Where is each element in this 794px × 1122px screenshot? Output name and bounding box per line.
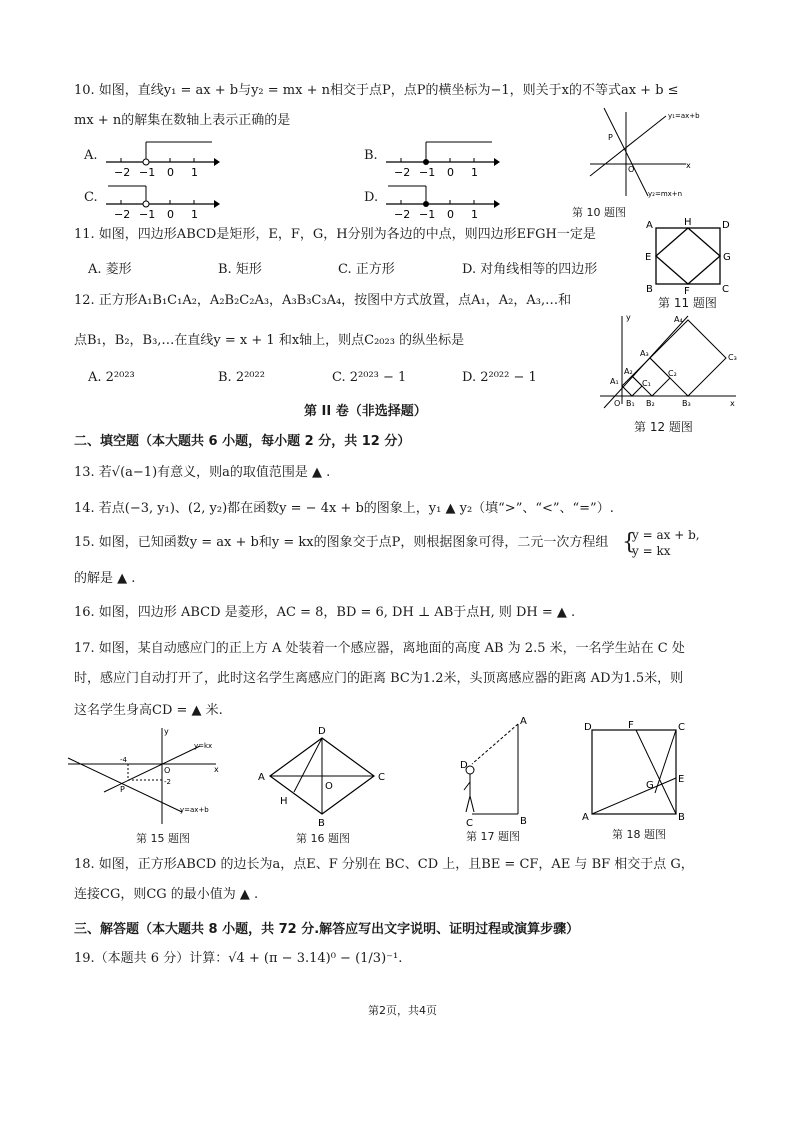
tick-label: 0 bbox=[167, 166, 174, 178]
figure-17-caption: 第 17 题图 bbox=[466, 830, 520, 843]
q11-option-b: B. 矩形 bbox=[218, 262, 262, 277]
part-2-title: 第 II 卷（非选择题） bbox=[304, 404, 427, 419]
tick-label: 1 bbox=[471, 166, 478, 178]
fig15-point-p: P bbox=[120, 785, 125, 794]
fig17-label-b: B bbox=[520, 816, 527, 827]
tick-label: 0 bbox=[447, 166, 454, 178]
tick-label: 1 bbox=[471, 208, 478, 220]
q16-text: 16. 如图，四边形 ABCD 是菱形，AC = 8，BD = 6, DH ⊥ AB于点H, 则 DH = ▲ . bbox=[74, 605, 576, 620]
fig11-label-g: G bbox=[723, 252, 731, 263]
figure-15 bbox=[64, 724, 224, 828]
q18-line1: 18. 如图，正方形ABCD 的边长为a，点E、F 分别在 BC、CD 上，且BE = CF，AE 与 BF 相交于点 G， bbox=[74, 857, 694, 872]
fig10-point-p: P bbox=[608, 133, 613, 142]
tick-label: −1 bbox=[139, 166, 156, 178]
q10-line2: mx + n的解集在数轴上表示正确的是 bbox=[74, 113, 291, 128]
q15-system-eq1: y = ax + b, bbox=[632, 528, 700, 542]
q10-option-b-label: B. bbox=[364, 148, 378, 163]
q17-line1: 17. 如图，某自动感应门的正上方 A 处装着一个感应器，离地面的高度 AB 为 2.5 米，一名学生站在 C 处 bbox=[74, 641, 685, 656]
number-line-b bbox=[384, 138, 500, 178]
fig12-a1: A₁ bbox=[610, 377, 619, 386]
fig11-label-h: H bbox=[684, 217, 692, 228]
fig17-label-d: D bbox=[460, 760, 468, 771]
tick-label: −2 bbox=[114, 166, 131, 178]
fig18-label-b: B bbox=[678, 812, 685, 822]
fig10-x-axis-label: x bbox=[686, 161, 691, 170]
figure-16-caption: 第 16 题图 bbox=[296, 832, 350, 845]
fig16-label-d: D bbox=[318, 726, 326, 737]
q11-text: 11. 如图，四边形ABCD是矩形，E，F，G，H分别为各边的中点，则四边形EFGH一定是 bbox=[74, 227, 596, 242]
fig16-label-b: B bbox=[318, 818, 325, 828]
section-3-heading: 三、解答题（本大题共 8 小题，共 72 分.解答应写出文字说明、证明过程或演算步骤） bbox=[74, 922, 580, 937]
fig18-label-d: D bbox=[584, 722, 592, 733]
fig11-label-b: B bbox=[646, 284, 653, 294]
fig16-label-c: C bbox=[378, 772, 385, 783]
fig12-c1: C₁ bbox=[642, 379, 651, 388]
fig11-label-a: A bbox=[646, 220, 653, 231]
figure-10 bbox=[586, 104, 706, 202]
fig15-y-axis-label: y bbox=[164, 727, 169, 736]
q15-line1: 15. 如图，已知函数y = ax + b和y = kx的图象交于点P，则根据图象可得，二元一次方程组 bbox=[74, 535, 609, 550]
tick-label: −2 bbox=[114, 208, 131, 220]
figure-17 bbox=[448, 712, 540, 828]
page-footer: 第2页，共4页 bbox=[368, 1004, 437, 1017]
q12-option-b: B. 2²⁰²² bbox=[218, 370, 265, 385]
fig11-label-e: E bbox=[645, 252, 652, 263]
q10-option-d-label: D. bbox=[364, 190, 379, 205]
fig12-a3: A₃ bbox=[640, 349, 649, 358]
number-line-a bbox=[104, 138, 220, 178]
tick-label: 0 bbox=[447, 208, 454, 220]
figure-10-caption: 第 10 题图 bbox=[572, 206, 626, 219]
fig18-label-e: E bbox=[678, 774, 685, 785]
q14-text: 14. 若点(−3, y₁)、(2, y₂)都在函数y = − 4x + b的图象上，y₁ ▲ y₂（填“>”、“<”、“=”）. bbox=[74, 501, 614, 516]
fig12-a2: A₂ bbox=[624, 367, 633, 376]
q10-line1: 10. 如图，直线y₁ = ax + b与y₂ = mx + n相交于点P，点P的横坐标为−1，则关于x的不等式ax + b ≤ bbox=[74, 83, 679, 98]
q13-text: 13. 若√(a−1)有意义，则a的取值范围是 ▲ . bbox=[74, 465, 331, 480]
fig10-line2-label: y₂=mx+n bbox=[648, 190, 683, 198]
q12-line1: 12. 正方形A₁B₁C₁A₂，A₂B₂C₂A₃，A₃B₃C₃A₄，按图中方式放置，点A₁，A₂，A₃,…和 bbox=[74, 293, 572, 308]
fig12-origin: O bbox=[614, 399, 621, 408]
q10-option-a-label: A. bbox=[84, 148, 98, 163]
q17-line2: 时，感应门自动打开了，此时这名学生离感应门的距离 BC为1.2米，头顶离感应器的距离 AD为1.5米，则 bbox=[74, 671, 684, 686]
fig11-label-c: C bbox=[722, 284, 729, 294]
figure-18 bbox=[578, 716, 690, 822]
fig12-b1: B₁ bbox=[626, 399, 635, 408]
tick-label: −1 bbox=[419, 166, 436, 178]
fig11-label-f: F bbox=[684, 286, 690, 294]
fig18-label-c: C bbox=[678, 722, 685, 733]
q10-option-c-label: C. bbox=[84, 190, 98, 205]
fig12-c3: C₃ bbox=[728, 353, 737, 362]
q11-option-c: C. 正方形 bbox=[338, 262, 395, 277]
tick-label: −1 bbox=[419, 208, 436, 220]
q15-system-eq2: y = kx bbox=[632, 544, 671, 558]
q18-line2: 连接CG，则CG 的最小值为 ▲ . bbox=[74, 887, 259, 902]
fig17-label-a: A bbox=[520, 716, 527, 727]
figure-11 bbox=[640, 214, 740, 294]
fig12-x-axis-label: x bbox=[730, 399, 735, 408]
figure-15-caption: 第 15 题图 bbox=[136, 832, 190, 845]
figure-18-caption: 第 18 题图 bbox=[612, 828, 666, 841]
q11-option-d: D. 对角线相等的四边形 bbox=[462, 262, 598, 277]
tick-label: 1 bbox=[191, 208, 198, 220]
number-line-c bbox=[104, 180, 220, 220]
fig12-b3: B₃ bbox=[682, 399, 691, 408]
figure-16 bbox=[254, 724, 394, 828]
fig15-line-kx: y=kx bbox=[194, 742, 213, 750]
q19-text: 19.（本题共 6 分）计算：√4 + (π − 3.14)⁰ − (1/3)⁻¹. bbox=[74, 951, 403, 966]
tick-label: 1 bbox=[191, 166, 198, 178]
fig12-b2: B₂ bbox=[646, 399, 655, 408]
tick-label: −1 bbox=[139, 208, 156, 220]
fig10-origin: O bbox=[628, 165, 635, 174]
q12-option-c: C. 2²⁰²³ − 1 bbox=[332, 370, 407, 385]
fig15-label-minus2: -2 bbox=[164, 778, 171, 786]
q12-option-d: D. 2²⁰²² − 1 bbox=[462, 370, 537, 385]
fig16-label-o: O bbox=[325, 781, 333, 792]
q15-system-brace: { bbox=[622, 530, 636, 555]
figure-12-caption: 第 12 题图 bbox=[634, 420, 693, 434]
fig12-y-axis-label: y bbox=[626, 313, 631, 322]
q11-option-a: A. 菱形 bbox=[88, 262, 132, 277]
fig15-label-minus4: -4 bbox=[120, 756, 127, 764]
fig10-line1-label: y₁=ax+b bbox=[668, 112, 700, 120]
fig16-label-h: H bbox=[280, 796, 288, 807]
q12-line2: 点B₁，B₂，B₃,…在直线y = x + 1 和x轴上，则点C₂₀₂₃ 的纵坐标是 bbox=[74, 333, 465, 348]
fig12-a4: A₄ bbox=[674, 315, 683, 324]
fig17-label-c: C bbox=[466, 818, 473, 828]
fig15-origin: O bbox=[164, 766, 171, 775]
figure-11-caption: 第 11 题图 bbox=[658, 296, 717, 310]
section-2-heading: 二、填空题（本大题共 6 小题，每小题 2 分，共 12 分） bbox=[74, 434, 411, 449]
tick-label: −2 bbox=[394, 166, 411, 178]
figure-12 bbox=[596, 312, 744, 412]
fig15-x-axis-label: x bbox=[214, 765, 219, 774]
fig18-label-g: G bbox=[646, 780, 654, 791]
fig11-label-d: D bbox=[722, 220, 730, 231]
q17-line3: 这名学生身高CD = ▲ 米. bbox=[74, 703, 223, 718]
number-line-d bbox=[384, 180, 500, 220]
q12-option-a: A. 2²⁰²³ bbox=[88, 370, 135, 385]
fig12-c2: C₂ bbox=[668, 369, 677, 378]
tick-label: −2 bbox=[394, 208, 411, 220]
q15-line2: 的解是 ▲ . bbox=[74, 571, 136, 586]
fig18-label-f: F bbox=[628, 720, 634, 731]
fig16-label-a: A bbox=[258, 772, 265, 783]
tick-label: 0 bbox=[167, 208, 174, 220]
fig15-line-axb: y=ax+b bbox=[180, 806, 209, 814]
fig18-label-a: A bbox=[582, 812, 589, 822]
